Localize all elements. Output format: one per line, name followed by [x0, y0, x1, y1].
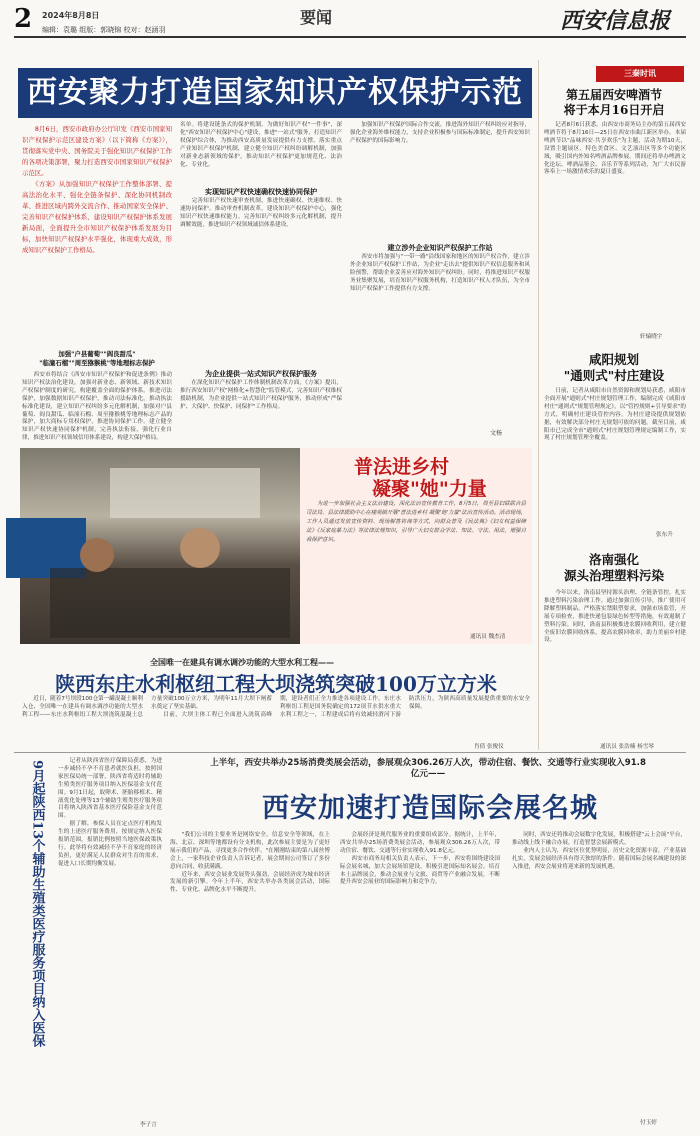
sidebar-tag-label: 三秦时讯	[624, 69, 656, 78]
expo-byline: 付玉婷	[640, 1120, 657, 1126]
lead-text-4: 在深化知识产权保护工作体制机制改革方面，《方案》提出，推行西安知识产权"网格化+智慧化"监管模式，完善知识产权维权援助机制，为企业提供一站式知识产权保护服务，推动形成"严保护、大保护、快保护、同保护"工作格局。	[180, 380, 342, 410]
water-headline: 陕西东庄水利枢纽工程大坝浇筑突破100万立方米	[55, 672, 497, 696]
feature-text: 为进一步加强社会主义法治建设，深化法治宣传教育工作，8月5日，周至县妇联联合县司法局、县法律援助中心在楼观镇开展"普法进乡村 凝聚'她'力量"法治宣传活动。活动现场，工作人员通过发放宣传资料、现场解答咨询等方式，向群众普及《民法典》《妇女权益保障法》《反家庭暴力法》等法律法规知识，引导广大妇女群众学法、知法、守法、用法，增强自我保护意识。	[306, 501, 526, 543]
header-rule	[14, 36, 686, 38]
sidebar-byline-2: 张东升	[656, 532, 673, 538]
lead-text-6: 西安市将加强与"一带一路"沿线国家和地区的知识产权合作，建立涉外企业知识产权保护工作站，为企业"走出去"提供知识产权信息服务和风险预警，帮助企业妥善应对海外知识产权纠纷。同时，将推进知识产权服务业集聚发展，培育知识产权服务机构，打造知识产权人才队伍，为全市知识产权保护工作提供有力支撑。	[350, 254, 530, 292]
lead-intro: 8月6日，西安市政府办公厅印发《西安市国家知识产权保护示范区建设方案》（以下简称《方案》），贯彻落实党中央、国务院关于强化知识产权保护工作的各项决策部署，聚力打造西安市国家知识产权保护示范区。 《方案》从加强知识产权保护工作整体部署、提高法治化水平、强化全链条保护、深化协同机制改革、推进区域内跨外交流合作、推动国家安全保护、完善知识产权保护体系、建设知识产权保护体系发展新局面，全面提升全市知识产权保护体系发展为目标，加快知识产权保护水平强化，体现重大成效，形成知识产权保护工作格局。	[22, 125, 172, 254]
lead-subhead-1: 加强"户县葡萄""阎良甜瓜" "临潼石榴""周至猕猴桃"等地理标志保护	[39, 350, 155, 367]
lead-text-1: 西安市将结合《西安市知识产权保护和促进条例》推动知识产权法治化建设，加强对新业态、新领域、新技术知识产权保护制度的研究，构建覆盖全面的保护体系。推进司法保护，加强数据知识产权保护，推动司法标准化。推动执法标准化建设，建立知识产权纠纷多元化解机制，加强对户县葡萄、阎良甜瓜、临潼石榴、周至猕猴桃等地理标志产品的保护，加大商标专用权保护，推进协同保护工作。建立健全知识产权快速协同保护机制，完善执法衔接，强化行业自律，推进知识产权领域信用体系建设，构建大保护格局。	[22, 372, 172, 442]
medical-headline: 9月起陕西13个辅助生殖类医疗服务项目纳入医保	[29, 760, 45, 1048]
sidebar-headline-2: 咸阳规划 "通则式"村庄建设	[563, 352, 665, 383]
lead-text-2: 名单。将建设链条式的保护机制。为做好知识产权"一件事"，深化"西安知识产权保护中心"建设，推进"一站式"服务，打造知识产权保护综合体，为推动西安高质量发展提供有力支撑。落实重点产业知识产权保护机制，建立健全知识产权纠纷调解机制，加强对新业态新领域的保护，推动知识产权保护更加规范化、法治化、专业化。	[180, 122, 342, 168]
sidebar-headline-1: 第五届西安啤酒节 将于本月16日开启	[563, 88, 665, 117]
feature-byline: 通讯员 魏杰清	[470, 634, 506, 640]
water-text: 近日，随着7号坝段100仓第一罐混凝土顺利入仓，全国唯一在建具有调水调沙功能的大型水利工程——东庄水利枢纽工程大坝浇筑混凝土总方量突破100万立方米，为明年11月大坝下闸蓄水奠定了坚实基础。 目前，大坝主体工程已全面进入浇筑高峰期，建设者们正全力推进各项建设工作。东庄水利枢纽工程是国务院确定的172项节水供水重大水利工程之一，工程建成后将有效减轻渭河下游防洪压力，为陕西高质量发展提供重要的水安全保障。	[22, 696, 530, 718]
feature-headline-2: 凝聚"她"力量	[372, 478, 487, 500]
expo-text-1: "我们公司的主要业务是网络安全，信息安全等领域，在上海、北京、深圳等地都设有分支机构，此次参展主要是为了更好展示我们的产品，寻找更多合作伙伴。"在刚刚结束的第八届丝博会上，一家科技企业负责人告诉记者，展会期间公司签订了多份意向合同，收获满满。 近年来，西安会展业发展势头强劲，会展经济成为城市经济发展的新引擎。今年上半年，西安共举办各类展会活动，国际性、专业化、品牌化水平不断提升。	[170, 832, 330, 894]
issue-date: 2024年8月8日	[42, 11, 100, 20]
lead-subhead-2: 实现知识产权快速确权快速协同保护	[205, 188, 317, 196]
lead-text-5: 加强知识产权保护国际合作交流，推进海外知识产权纠纷应对指导，强化企业海外维权能力，支持企业积极参与国际标准制定，提升西安知识产权保护的国际影响力。	[350, 122, 530, 144]
sidebar-text-1: 记者8月6日获悉，由西安市商务局主办的第五届西安啤酒节将于8月16日—25日在西安市曲江新区举办。本届啤酒节以"品味西安·共享欢乐"为主题，活动为期10天，设置主题展区、特色美食区、文艺演出区等多个功能区域，吸引国内外知名啤酒品牌参展。期间还将举办啤酒文化论坛、啤酒品鉴会、音乐节等系列活动，为广大市民游客奉上一场激情欢乐的夏日盛宴。	[544, 122, 686, 176]
lead-byline: 文杨	[490, 430, 503, 437]
feature-photo	[20, 448, 300, 644]
feature-headline-1: 普法进乡村	[354, 456, 450, 478]
medical-text: 记者从陕西省医疗保障局获悉，为进一步减轻不孕不育患者就医负担，按照国家医保局统一部署，陕西省将适时将辅助生殖类医疗服务项目纳入医保基金支付范围。9月1日起，取卵术、胚胎移植术、精液优化处理等13个辅助生殖类医疗服务项目将纳入陕西省基本医疗保险基金支付范围。 据了解，参保人员在定点医疗机构发生的上述医疗服务费用，按规定纳入医保报销范围，报销比例按照当地医保政策执行。此举将有效减轻不孕不育家庭的经济负担，更好满足人民群众对生育的需求，促进人口长期均衡发展。	[58, 758, 162, 867]
expo-text-2: 会展经济是现代服务业的重要组成部分。据统计，上半年，西安共举办25场消费类展会活动，参展观众306.26万人次，带动住宿、餐饮、交通等行业实现收入91.8亿元。 西安市商务局相关负责人表示，下一步，西安将围绕建设国际会展名城，加大会展场馆建设，积极引进国际知名展会，培育本土品牌展会，推动会展业与文旅、商贸等产业融合发展，不断提升西安会展业的国际影响力和竞争力。	[340, 832, 500, 886]
medical-byline: 李子言	[140, 1122, 157, 1128]
lead-text-3: 完善知识产权快速审查机制，推进快速确权、快速维权、快速协同保护。推动审查机制改革，建设知识产权保护中心，强化知识产权快速维权能力。完善知识产权纠纷多元化解机制，提升调解效能，推进知识产权领域诚信体系建设。	[180, 198, 342, 228]
lead-headline: 西安聚力打造国家知识产权保护示范区	[27, 75, 523, 160]
medical-vertical-headline	[22, 760, 52, 1120]
section-divider	[14, 752, 686, 753]
sidebar-tag	[596, 66, 684, 82]
lead-subhead-4: 建立涉外企业知识产权保护工作站	[387, 244, 493, 252]
staff-credits: 编辑：袁璐 组版：郭晓锦 校对：赵涵羽	[42, 26, 166, 34]
section-title: 要闻	[300, 8, 333, 27]
sidebar-text-2: 日前，记者从咸阳市自然资源和规划局获悉，咸阳市全面开展"通则式"村庄规划管理工作，编制完成《咸阳市村庄"通则式"规划管理规定》，以"管控规则+引导要求"的方式，明确村庄建设管控内容，为村庄建设提供规划依据，有效解决部分村庄无规划可依的问题。截至目前，咸阳市已完成全市"通则式"村庄规划管理规定编制工作，实现了村庄规划管理全覆盖。	[544, 388, 686, 442]
water-byline: 肖倩 张俊仪	[474, 744, 504, 750]
expo-text-3: 同时，西安还将推动会展数字化发展，积极搭建"云上会展"平台，推动线上线下融合办展，打造智慧会展新模式。 业内人士认为，西安区位优势明显，历史文化资源丰富，产业基础扎实，发展会展经济具有得天独厚的条件。随着国际会展名城建设的深入推进，西安会展业将迎来新的发展机遇。	[512, 832, 686, 870]
page-number: 2	[14, 4, 33, 34]
lead-subhead-3: 为企业提供一站式知识产权保护服务	[205, 370, 317, 378]
expo-kicker: 上半年，西安共举办25场消费类展会活动，参展观众306.26万人次，带动住宿、餐饮、交通等行业实现收入91.8亿元——	[210, 758, 646, 779]
sidebar-text-3: 今年以来，洛南县坚持源头治理、全链条管控，扎实推进塑料污染治理工作。通过加强宣传引导，推广使用可降解塑料制品，严格落实禁限塑要求，加强市场监管，开展专项检查，推进快递包装绿色转型等措施，有效遏制了塑料污染。同时，洛南县积极推进农膜回收利用，建立健全废旧农膜回收体系，提高农膜回收率，助力美丽乡村建设。	[544, 590, 686, 644]
sidebar-headline-3: 洛南强化 源头治理塑料污染	[563, 552, 664, 583]
sidebar-byline-3: 通讯员 张浩楠 杨雪琴	[600, 744, 654, 750]
water-kicker: 全国唯一在建具有调水调沙功能的大型水利工程——	[150, 658, 334, 667]
expo-headline: 西安加速打造国际会展名城	[262, 793, 598, 824]
sidebar-byline-1: 轩辕晓宇	[640, 334, 663, 340]
sidebar-rule	[538, 60, 539, 750]
masthead-logo: 西安信息报	[560, 8, 671, 34]
